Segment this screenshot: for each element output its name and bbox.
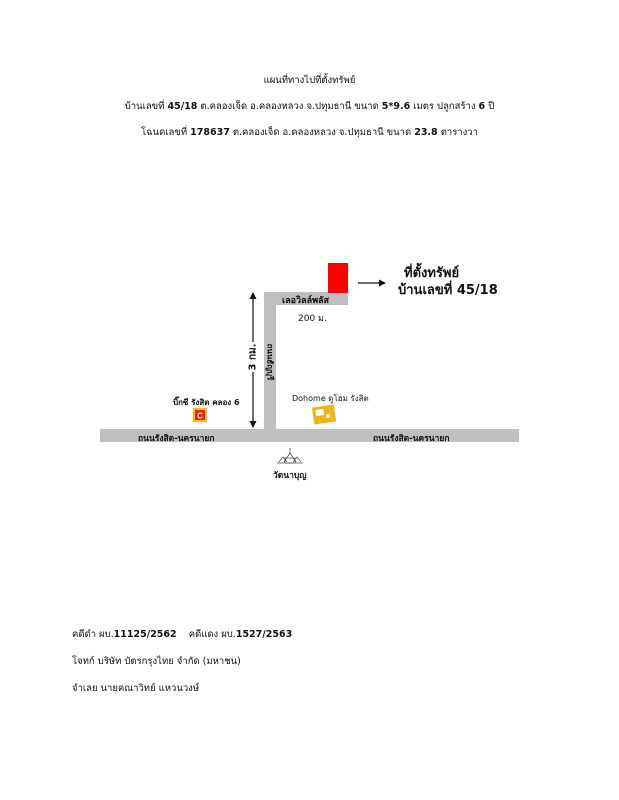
villa-label: เลอวิลล์พลัส xyxy=(282,296,330,306)
road-label-right: ถนนรังสิต-นครนายก xyxy=(373,434,450,444)
property-address: บ้านเลขที่ 45/18 xyxy=(398,283,498,298)
distance-3km: 3 กม. xyxy=(247,343,259,371)
temple-label: วัดนาบุญ xyxy=(273,471,307,481)
title-deed-line: โฉนดเลขที่ 178637 ต.คลองเจ็ด อ.คลองหลวง จ.ปทุมธานี ขนาด 23.8 ตารางวา xyxy=(141,127,478,138)
plaintiff: โจทก์ บริษัท บัตรกรุงไทย จำกัด (มหาชน) xyxy=(72,656,241,667)
building-years: 6 xyxy=(478,101,486,112)
house-size: 5*9.6 xyxy=(381,101,411,112)
property-marker xyxy=(328,263,348,293)
land-size: 23.8 xyxy=(414,127,438,138)
defendant: จำเลย นายคณาวิทย์ แหวนวงษ์ xyxy=(72,683,200,694)
svg-text:C: C xyxy=(197,411,203,421)
page-title: แผนที่ทางไปที่ตั้งทรัพย์ xyxy=(263,75,356,86)
distance-200m: 200 ม. xyxy=(298,314,327,324)
bigc-label: บิ๊กซี รังสิต คลอง 6 xyxy=(173,398,240,407)
bigc-logo-icon xyxy=(193,408,207,422)
deed-number: 178637 xyxy=(190,127,230,138)
road-label-left: ถนนรังสิต-นครนายก xyxy=(138,434,215,444)
case-red-number: 1527/2563 xyxy=(235,629,293,640)
property-arrow xyxy=(358,280,386,287)
case-numbers: คดีดำ ผบ.11125/2562 คดีแดง ผบ.1527/2563 xyxy=(72,629,293,640)
dohome-label: Dohome ดูโฮม รังสิต xyxy=(292,394,369,403)
temple-icon xyxy=(277,448,303,463)
house-number: 45/18 xyxy=(167,101,198,112)
address-line: บ้านเลขที่ 45/18 ต.คลองเจ็ด อ.คลองหลวง จ.ปทุมธานี ขนาด 5*9.6 เมตร ปลูกสร้าง 6 ปี xyxy=(124,101,495,112)
case-black-number: 11125/2562 xyxy=(113,629,177,640)
road-label-thanyaburi: ถนนธัญบุรี xyxy=(265,343,275,381)
property-title: ที่ตั้งทรัพย์ xyxy=(404,266,460,281)
dohome-logo-icon xyxy=(312,405,336,425)
